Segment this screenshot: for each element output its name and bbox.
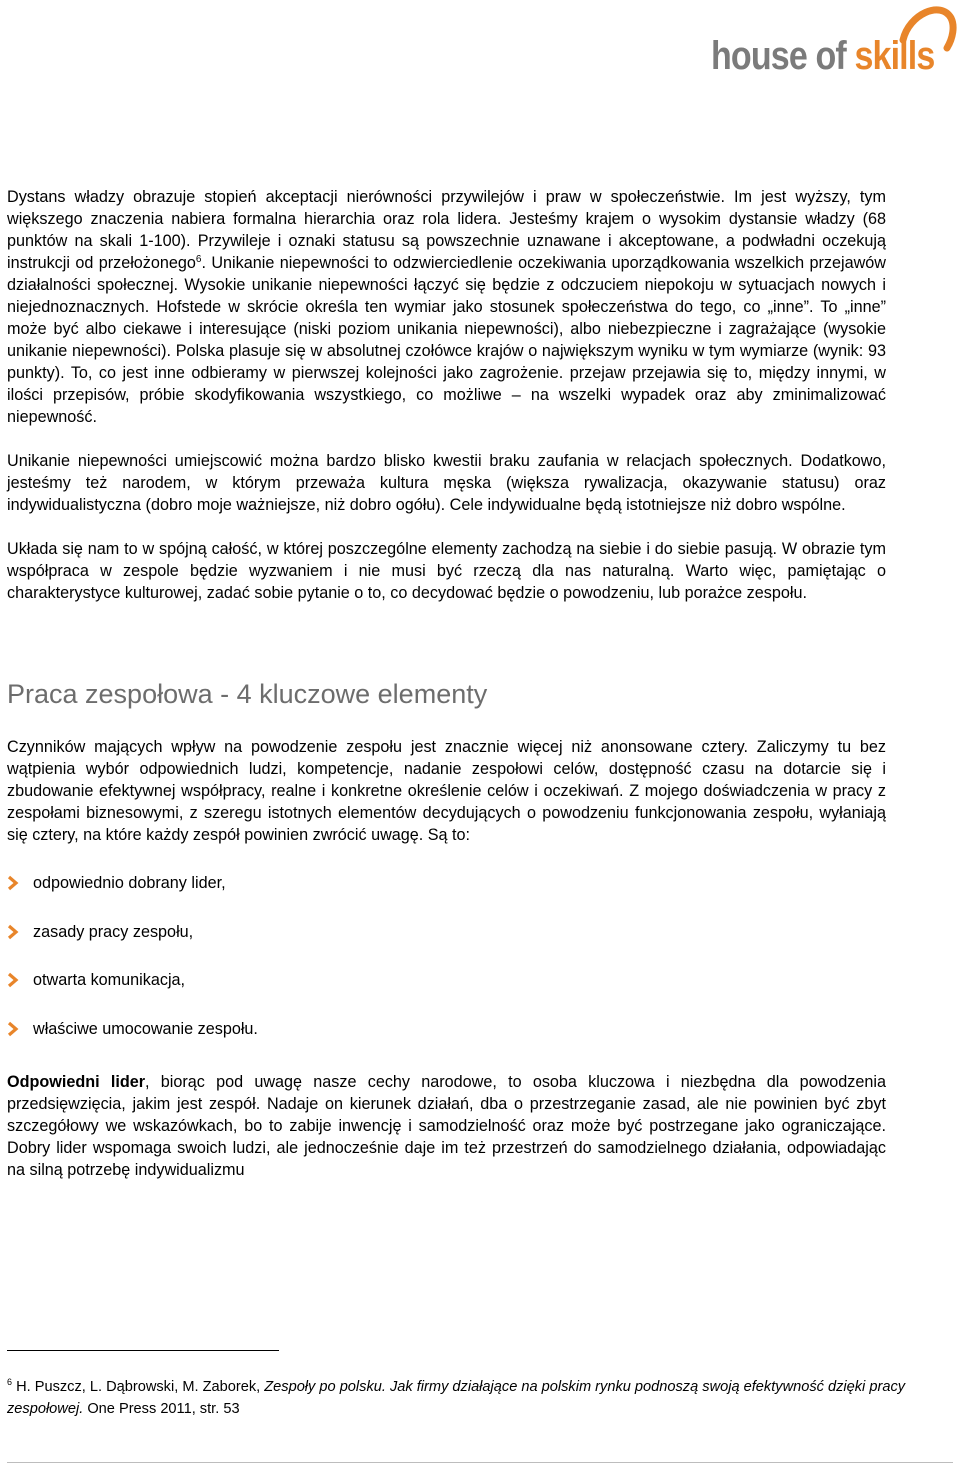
footnote-authors: H. Puszcz, L. Dąbrowski, M. Zaborek, [12, 1379, 265, 1395]
paragraph-leader [7, 1071, 886, 1181]
paragraph-cohesion: Układa się nam to w spójną całość, w której poszczególne elementy zachodzą na siebie i do siebie pasują. W obrazie tym współpraca w zespole będzie wyzwaniem i nie musi być rzeczą dla nas naturalną. Warto więc, pamiętając o charakterystyce kulturowej, zadać sobie pytanie o to, co decydować będzie o powodzeniu, lub porażce zespołu. [7, 540, 886, 602]
chevron-right-icon [7, 1021, 19, 1037]
footnote-title: Zespoły po polsku. Jak firmy działające na polskim rynku podnoszą swoją efektywność dzięki pracy zespołowej. [7, 1379, 906, 1417]
chevron-right-icon [7, 972, 19, 988]
footnote-separator [7, 1350, 279, 1351]
section-heading: Praca zespołowa - 4 kluczowe elementy [7, 679, 488, 709]
list-item-label: właściwe umocowanie zespołu. [33, 1019, 258, 1038]
list-item [7, 919, 886, 945]
logo-wordmark [711, 34, 934, 78]
logo-main-text: house of [711, 34, 855, 78]
paragraph-text: , biorąc pod uwagę nasze cechy narodowe, to osoba kluczowa i niezbędna dla powodzenia przedsięwzięcia, jakim jest zespół. Nadaje on kierunek działań, dba o przestrzeganie zasad, ale nie powinien być zbyt szczegółowy we wskazówkach, bo to zabije inwencję i samodzielność oraz może być postrzegane jako ograniczające. Dobry lider wspomaga swoich ludzi, ale jednocześnie daje im też przestrzeń do samodzielnego działania, odpowiadając na silną potrzebę indywidualizmu [7, 1072, 886, 1179]
list-item-label: zasady pracy zespołu, [33, 922, 194, 941]
chevron-right-icon [7, 875, 19, 891]
document-body [7, 186, 886, 1181]
leader-term: Odpowiedni lider [7, 1072, 146, 1091]
list-item [7, 870, 886, 896]
logo-accent-text: skills [854, 34, 935, 78]
chevron-right-icon [7, 924, 19, 940]
footnote [7, 1376, 907, 1420]
page-bottom-rule [7, 1462, 953, 1463]
paragraph-uncertainty-trust: Unikanie niepewności umiejscowić można bardzo blisko kwestii braku zaufania w relacjach społecznych. Dodatkowo, jesteśmy też narodem, w którym przeważa kultura męska (większa rywalizacja, okazywanie statusu) oraz indywidualistyczna (dobro moje ważniejsze, niż dobro ogółu). Cele indywidualne będą istotniejsze niż dobro wspólne. [7, 452, 886, 514]
footnote-publisher: One Press 2011, str. 53 [83, 1401, 240, 1417]
paragraph-power-distance [7, 186, 886, 428]
footnote-number: 6 [7, 1377, 13, 1387]
list-item-label: otwarta komunikacja, [33, 971, 186, 989]
paragraph-intro: Czynników mających wpływ na powodzenie zespołu jest znacznie więcej niż anonsowane cztery. Zaliczymy tu bez wątpienia wybór odpowiednich ludzi, kompetencje, nadanie zespołowi celów, dostępność czasu na dotarcie się i zbudowanie efektywnej współpracy, realne i konkretne określenie celów i oczekiwań. Z mojego doświadczenia w pracy z zespołami biznesowymi, z szeregu istotnych elementów decydujących o powodzeniu funkcjonowania zespołu, wyłaniają się cztery, na które każdy zespół powinien zwrócić uwagę. Są to: [7, 738, 886, 844]
footnote-reference: 6 [195, 254, 202, 265]
house-of-skills-logo [711, 4, 957, 82]
list-item-label: odpowiednio dobrany lider, [33, 874, 226, 892]
paragraph-text: Dystans władzy obrazuje stopień akceptacji nierówności przywilejów i praw w społeczeństwie. Im jest wyższy, tym większego znaczenia nabiera formalna hierarchia oraz rola lidera. Jesteśmy krajem o wysokim dystansie władzy (68 punktów na skali 1-100). Przywileje i oznaki statusu są powszechnie uznawane i akceptowane, a podwładni oczekują instrukcji od przełożonego [7, 188, 886, 272]
key-elements-list [7, 870, 886, 1042]
list-item [7, 1016, 886, 1042]
paragraph-text: . Unikanie niepewności to odzwierciedlenie oczekiwania uporządkowania wszelkich przejawów działalności społecznej. Wysokie unikanie niepewności łączyć się będzie z odczuciem niepokoju w sytuacjach nowych i niejednoznacznych. Hofstede w skrócie określa ten wymiar jako stosunek społeczeństwa do tego, co „inne”. To „inne” może być albo ciekawe i interesujące (niski poziom unikania niepewności), albo niebezpieczne i zagrażające (wysokie unikanie niepewności). Polska plasuje się w absolutnej czołówce krajów o największym wyniku w tym wymiarze (wynik: 93 punkty). To, co jest inne odbieramy w pierwszej kolejności jako zagrożenie. przejaw przejawia się to, między innymi, w ilości przepisów, próbie skodyfikowania wszystkiego, co możliwe – na wszelki wypadek oraz aby zminimalizować niepewność. [7, 254, 886, 426]
list-item [7, 967, 886, 993]
